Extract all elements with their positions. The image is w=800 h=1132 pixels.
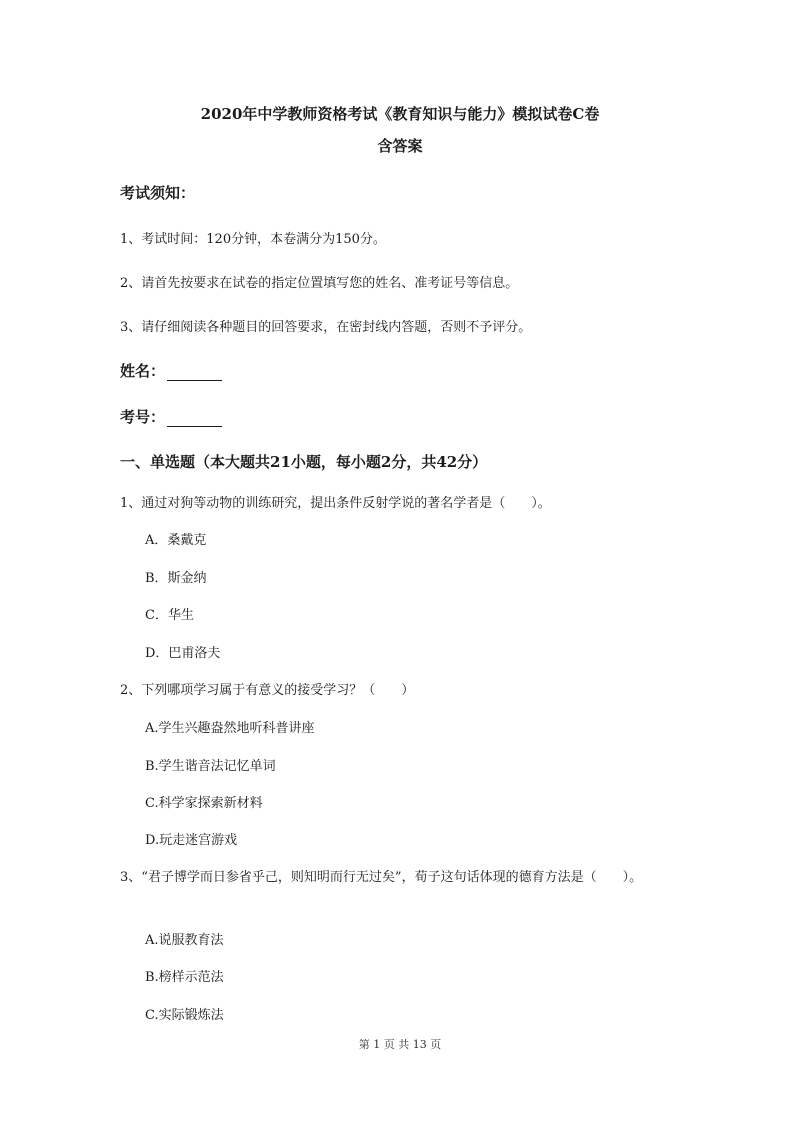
question-1-option-c: C．华生 [145,608,194,623]
id-label: 考号： [120,408,166,426]
question-1-option-a: A．桑戴克 [145,533,207,548]
page-footer: 第 1 页 共 13 页 [358,1038,442,1051]
question-3-option-b: B.榜样示范法 [145,970,224,985]
question-2-option-a: A.学生兴趣盎然地听科普讲座 [145,721,315,736]
name-label: 姓名： [120,362,166,380]
notice-item-2: 2、请首先按要求在试卷的指定位置填写您的姓名、准考证号等信息。 [120,276,519,291]
notice-heading: 考试须知： [120,184,196,202]
title-line-1: 2020年中学教师资格考试《教育知识与能力》模拟试卷C卷 [200,105,600,123]
question-3-option-c: C.实际锻炼法 [145,1008,224,1023]
question-3-stem: 3、“君子博学而日参省乎己，则知明而行无过矣”，荀子这句话体现的德育方法是（ ）。 [120,870,643,885]
title-line-2: 含答案 [377,137,423,155]
question-1-option-d: D．巴甫洛夫 [145,646,221,661]
question-1-stem: 1、通过对狗等动物的训练研究，提出条件反射学说的著名学者是（ ）。 [120,496,551,511]
question-2-option-c: C.科学家探索新材料 [145,796,263,811]
id-field-row [120,406,222,427]
name-blank[interactable] [167,366,222,381]
question-3-option-a: A.说服教育法 [145,933,224,948]
name-field-row [120,360,222,381]
section-heading: 一、单选题（本大题共21小题，每小题2分，共42分） [120,453,488,471]
notice-item-1: 1、考试时间：120分钟，本卷满分为150分。 [120,232,386,247]
question-2-option-d: D.玩走迷宫游戏 [145,833,238,848]
question-1-option-b: B．斯金纳 [145,571,207,586]
question-2-option-b: B.学生谐音法记忆单词 [145,759,276,774]
id-blank[interactable] [167,412,222,427]
question-2-stem: 2、下列哪项学习属于有意义的接受学习？（ ） [120,683,415,698]
notice-item-3: 3、请仔细阅读各种题目的回答要求，在密封线内答题，否则不予评分。 [120,320,532,335]
